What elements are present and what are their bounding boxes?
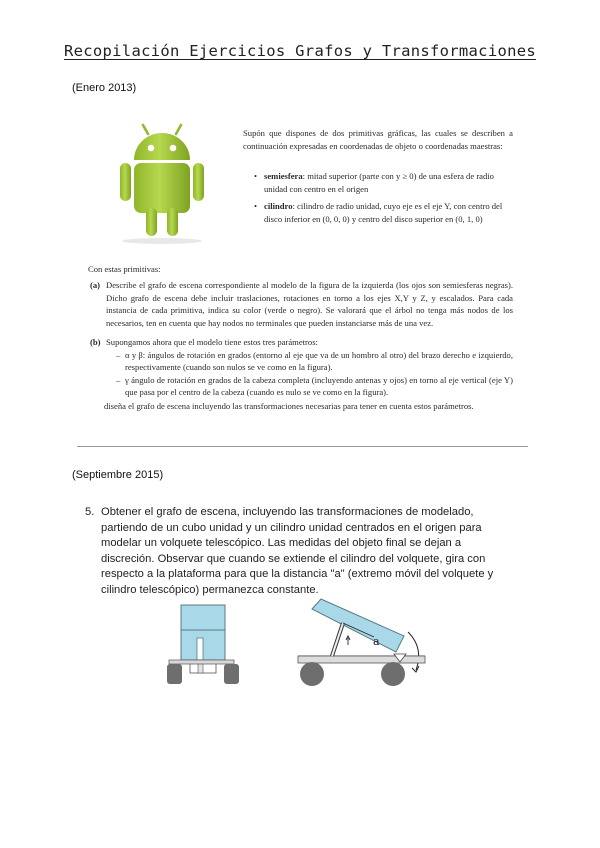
primitive-desc: : cilindro de radio unidad, cuyo eje es el eje Y, con centro del disco inferior en (0, 0, 0) y centro del disco superior en (0, 1, 0) xyxy=(264,201,503,224)
section-date-2013: (Enero 2013) xyxy=(72,82,137,94)
primitives-list xyxy=(254,170,516,230)
section-divider xyxy=(77,446,528,447)
truck-side-view-figure xyxy=(290,596,440,690)
android-robot-image xyxy=(112,122,212,246)
question-b xyxy=(90,336,513,399)
parameter-item: – γ ángulo de rotación en grados de la cabeza completa (incluyendo antenas y ojos) en torno al eje vertical (eje Y) que pasa por el centro de la cabeza (cuando es nulo se ve como en la figura). xyxy=(116,374,513,399)
question-b-text: Supongamos ahora que el modelo tiene estos tres parámetros: xyxy=(106,337,318,347)
primitive-term: semiesfera xyxy=(264,171,303,181)
primitive-desc: : mitad superior (parte con y ≥ 0) de una esfera de radio unidad con centro en el origen xyxy=(264,171,494,194)
question-a-text: Describe el grafo de escena correspondiente al modelo de la figura de la izquierda (los ojos son semiesferas negras). Dicho grafo de escena debe incluir traslaciones, rotaciones en torno a los ejes X,Y y Z, y escalados. Para cada instancia de cada primitiva, indica su color (verde o negro). Se valorará que el árbol no tenga más nodos de los necesarios, ten en cuenta que hay nodos no terminales que pueden instanciarse más de una vez. xyxy=(106,280,513,328)
question-b-tag: (b) xyxy=(90,337,101,347)
primitive-item xyxy=(254,200,516,225)
exercise-text: Obtener el grafo de escena, incluyendo las transformaciones de modelado, partiendo de un cubo unidad y un cilindro unidad centrados en el origen para modelar un volquete telescópico. Las medidas del objeto final se dejan a discreción. Observar que cuando se extiende el cilindro del volquete, gira con respecto a la plataforma para que la distancia "a" (extremo móvil del volquete y cilindro telescópico) permanezca constante. xyxy=(101,506,494,596)
closing-paragraph: diseña el grafo de escena incluyendo las transformaciones necesarias para tener en cuenta estos parámetros. xyxy=(104,401,474,411)
parameter-list xyxy=(116,349,513,399)
section-date-2015: (Septiembre 2015) xyxy=(72,469,164,481)
primitives-lead: Con estas primitivas: xyxy=(88,264,161,274)
truck-front-view-figure xyxy=(164,600,244,690)
distance-a-label: a xyxy=(373,635,380,648)
page-title: Recopilación Ejercicios Grafos y Transformaciones xyxy=(64,42,536,60)
question-a-tag: (a) xyxy=(90,280,101,290)
parameter-item: – α y β: ángulos de rotación en grados (entorno al eje que va de un hombro al otro) del brazo derecho e izquierdo, respectivamente (cuando son nulos se ve como en la figura). xyxy=(116,349,513,374)
question-a xyxy=(90,279,513,329)
exercise-number: 5. xyxy=(85,506,95,518)
primitive-term: cilindro xyxy=(264,201,293,212)
exercise-5 xyxy=(85,505,515,599)
primitive-item xyxy=(254,170,516,195)
intro-paragraph: Supón que dispones de dos primitivas gráficas, las cuales se describen a continuación expresadas en coordenadas de objeto o coordenadas maestras: xyxy=(243,128,513,151)
